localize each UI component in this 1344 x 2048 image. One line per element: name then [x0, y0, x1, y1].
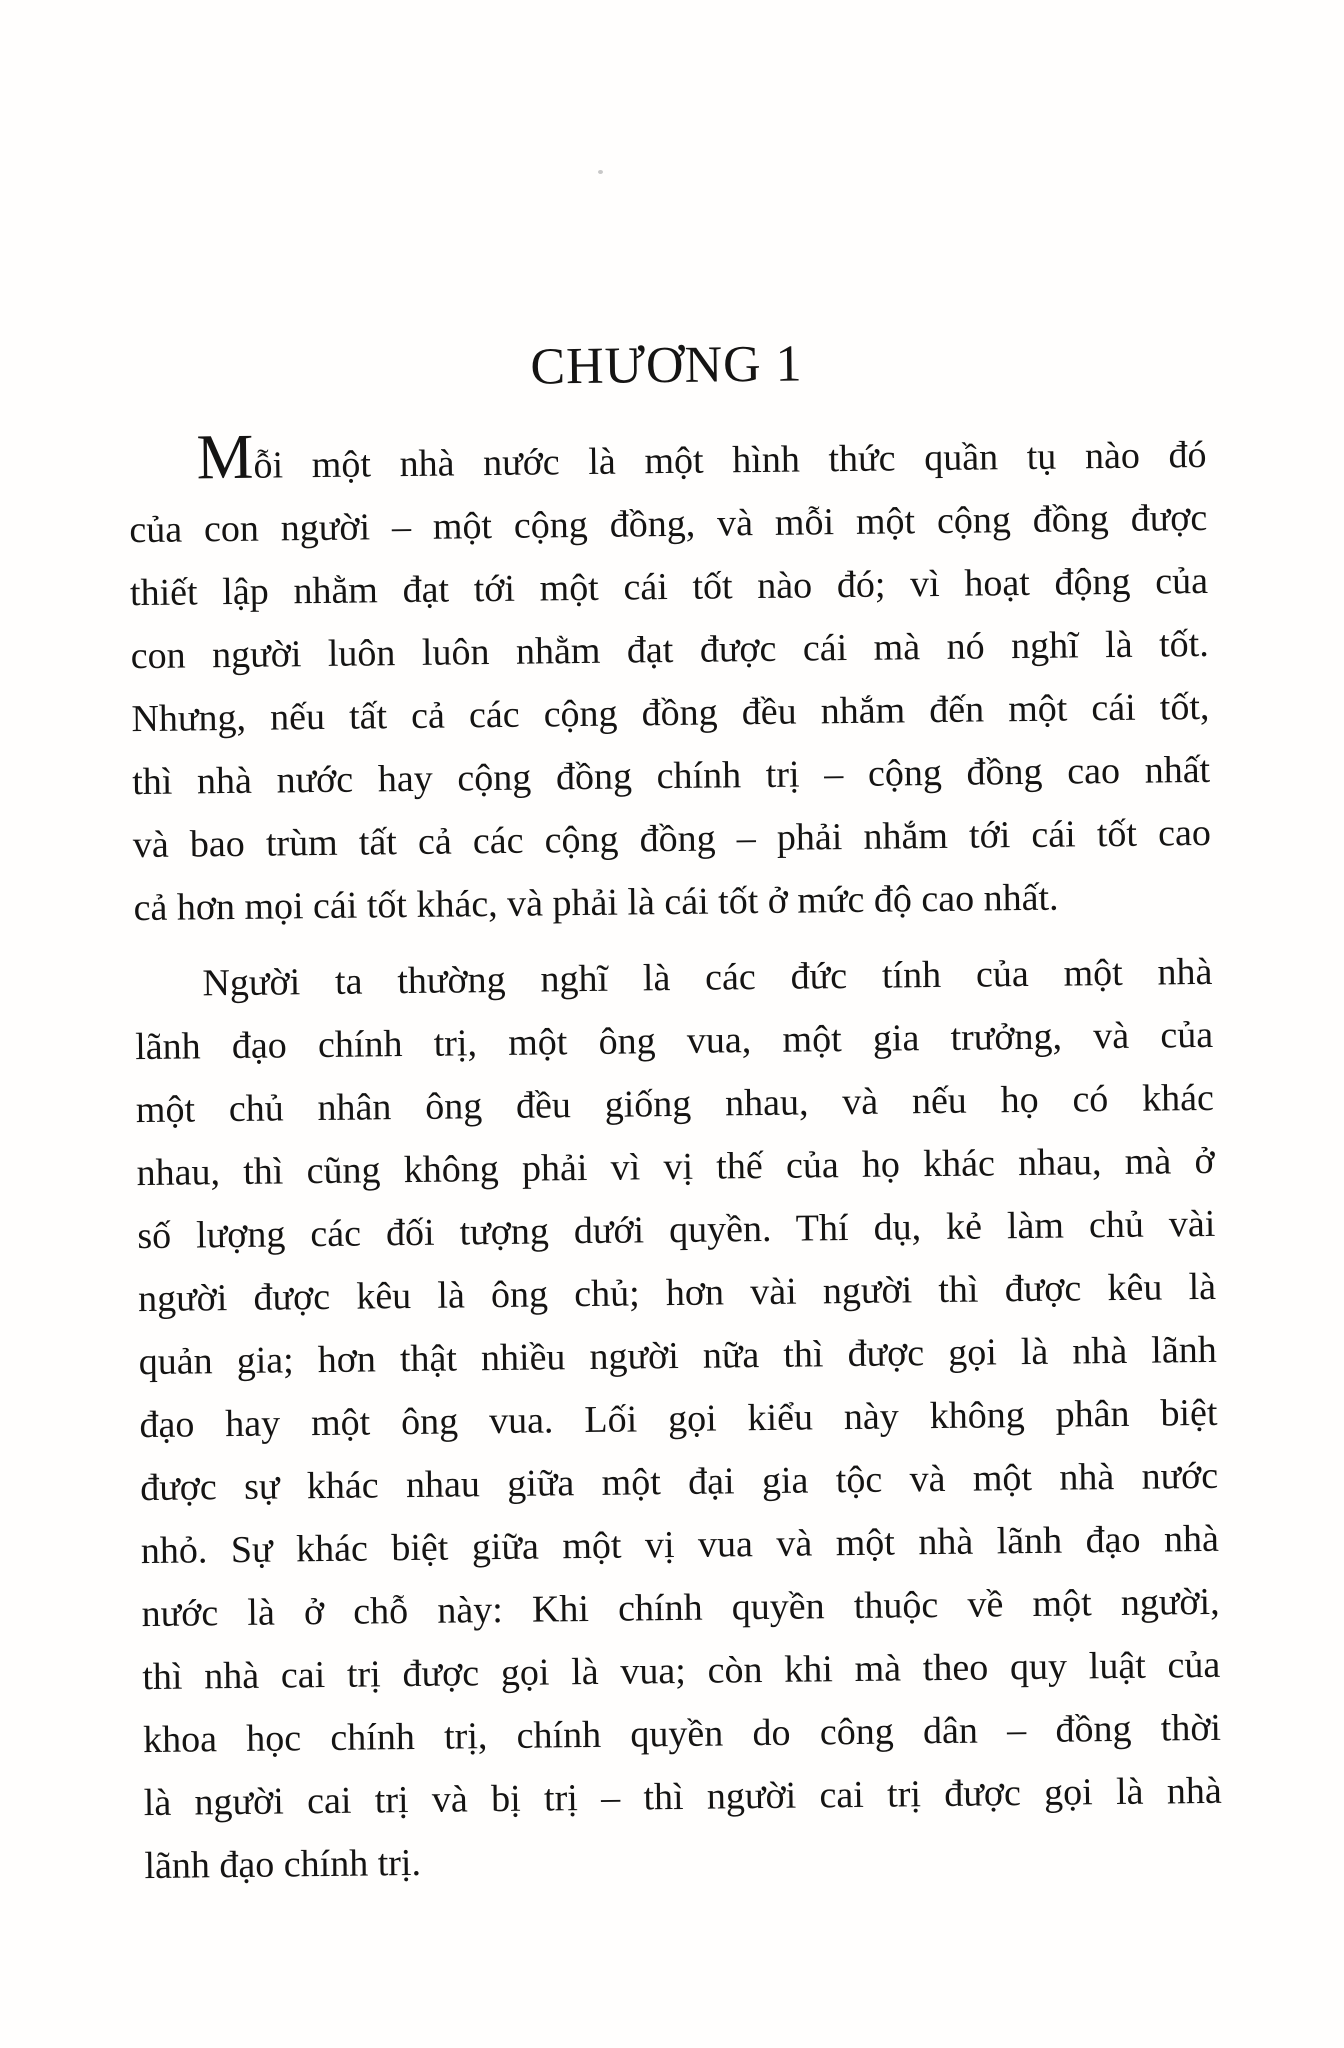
text-line: được sự khác nhau giữa một đại gia tộc và một nhà nước	[139, 1454, 1219, 1510]
text-line: nhỏ. Sự khác biệt giữa một vị vua và một nhà lãnh đạo nhà	[140, 1517, 1220, 1573]
text-line: và bao trùm tất cả các cộng đồng – phải nhắm tới cái tốt cao	[132, 811, 1212, 867]
text-line: Nhưng, nếu tất cả các cộng đồng đều nhắm đến một cái tốt,	[131, 685, 1210, 741]
chapter-heading: CHƯƠNG 1	[530, 335, 803, 396]
text-line: con người luôn luôn nhằm đạt được cái mà nó nghĩ là tốt.	[130, 622, 1209, 678]
paragraph-1	[128, 420, 1212, 940]
text-line: thì nhà cai trị được gọi là vua; còn khi mà theo quy luật của	[142, 1643, 1221, 1699]
text-line: lãnh đạo chính trị, một ông vua, một gia trưởng, và của	[134, 1013, 1214, 1069]
line-text: ỗi một nhà nước là một hình thức quần tụ nào đó	[253, 433, 1207, 487]
text-line: của con người – một cộng đồng, và mỗi một cộng đồng được	[129, 496, 1208, 552]
text-line: nước là ở chỗ này: Khi chính quyền thuộc về một người,	[141, 1580, 1220, 1636]
text-line: cả hơn mọi cái tốt khác, và phải là cái tốt ở mức độ cao nhất.	[133, 876, 1059, 930]
text-line: lãnh đạo chính trị.	[144, 1841, 422, 1888]
text-line: người được kêu là ông chủ; hơn vài người thì được kêu là	[137, 1265, 1217, 1321]
text-line: đạo hay một ông vua. Lối gọi kiểu này không phân biệt	[139, 1391, 1218, 1447]
text-line: là người cai trị và bị trị – thì người cai trị được gọi là nhà	[143, 1769, 1222, 1825]
enlarged-initial-letter: M	[196, 420, 254, 493]
page-content	[127, 332, 1223, 1898]
text-line: nhau, thì cũng không phải vì vị thế của họ khác nhau, mà ở	[136, 1139, 1215, 1195]
text-line: quản gia; hơn thật nhiều người nữa thì được gọi là nhà lãnh	[138, 1328, 1217, 1384]
text-line: một chủ nhân ông đều giống nhau, và nếu họ có khác	[135, 1076, 1215, 1132]
text-line: thì nhà nước hay cộng đồng chính trị – cộng đồng cao nhất	[131, 748, 1211, 804]
text-line: Người ta thường nghĩ là các đức tính của một nhà	[202, 950, 1213, 1005]
text-line: số lượng các đối tượng dưới quyền. Thí dụ, kẻ làm chủ vài	[137, 1202, 1216, 1258]
text-line: khoa học chính trị, chính quyền do công dân – đồng thời	[142, 1706, 1222, 1762]
paragraph-2	[134, 941, 1223, 1898]
scan-speck	[598, 170, 603, 174]
text-line: thiết lập nhằm đạt tới một cái tốt nào đó; vì hoạt động của	[129, 559, 1209, 615]
